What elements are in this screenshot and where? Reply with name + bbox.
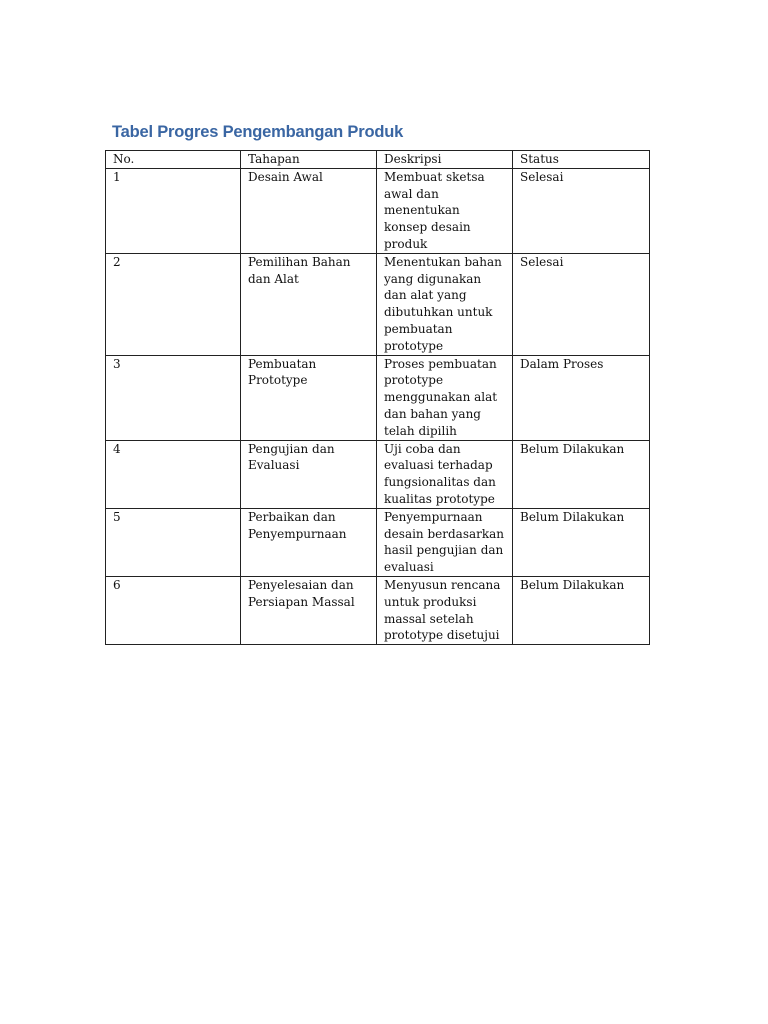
- table-row: [106, 508, 650, 576]
- cell-deskripsi: Penyempurnaan desain berdasarkan hasil pengujian dan evaluasi: [377, 508, 513, 576]
- cell-no: 2: [106, 253, 241, 355]
- cell-no: 4: [106, 440, 241, 508]
- cell-no: 1: [106, 168, 241, 253]
- header-tahapan: Tahapan: [241, 151, 377, 169]
- cell-status: Belum Dilakukan: [513, 508, 650, 576]
- cell-no: 6: [106, 576, 241, 644]
- cell-tahapan: Pemilihan Bahan dan Alat: [241, 253, 377, 355]
- cell-status: Belum Dilakukan: [513, 440, 650, 508]
- header-no: No.: [106, 151, 241, 169]
- table-header-row: [106, 151, 650, 169]
- cell-deskripsi: Proses pembuatan prototype menggunakan alat dan bahan yang telah dipilih: [377, 355, 513, 440]
- table-row: [106, 355, 650, 440]
- table-row: [106, 440, 650, 508]
- cell-deskripsi: Membuat sketsa awal dan menentukan konsep desain produk: [377, 168, 513, 253]
- cell-tahapan: Perbaikan dan Penyempurnaan: [241, 508, 377, 576]
- cell-deskripsi: Uji coba dan evaluasi terhadap fungsionalitas dan kualitas prototype: [377, 440, 513, 508]
- progress-table: [105, 150, 650, 645]
- cell-tahapan: Pengujian dan Evaluasi: [241, 440, 377, 508]
- cell-status: Selesai: [513, 253, 650, 355]
- header-status: Status: [513, 151, 650, 169]
- cell-no: 5: [106, 508, 241, 576]
- cell-status: Dalam Proses: [513, 355, 650, 440]
- document-title: Tabel Progres Pengembangan Produk: [112, 123, 404, 141]
- cell-tahapan: Desain Awal: [241, 168, 377, 253]
- table-row: [106, 576, 650, 644]
- cell-tahapan: Pembuatan Prototype: [241, 355, 377, 440]
- cell-tahapan: Penyelesaian dan Persiapan Massal: [241, 576, 377, 644]
- cell-status: Selesai: [513, 168, 650, 253]
- table-row: [106, 253, 650, 355]
- table-row: [106, 168, 650, 253]
- header-deskripsi: Deskripsi: [377, 151, 513, 169]
- cell-deskripsi: Menentukan bahan yang digunakan dan alat yang dibutuhkan untuk pembuatan prototype: [377, 253, 513, 355]
- cell-deskripsi: Menyusun rencana untuk produksi massal setelah prototype disetujui: [377, 576, 513, 644]
- cell-no: 3: [106, 355, 241, 440]
- cell-status: Belum Dilakukan: [513, 576, 650, 644]
